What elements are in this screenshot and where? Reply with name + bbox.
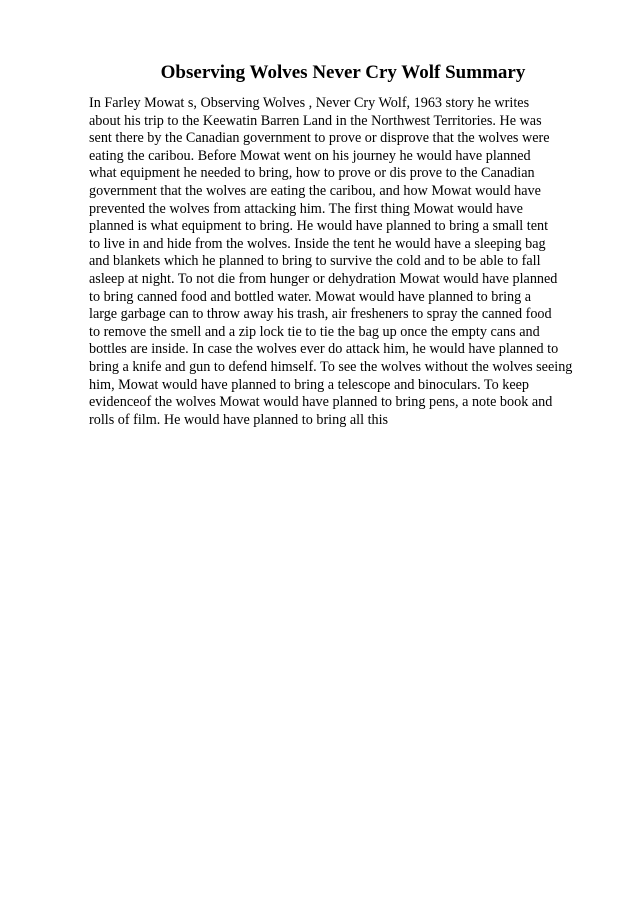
document-body <box>89 95 609 429</box>
document-title: Observing Wolves Never Cry Wolf Summary <box>160 62 526 83</box>
body-line: planned is what equipment to bring. He would have planned to bring a small tent <box>89 218 549 235</box>
body-line: asleep at night. To not die from hunger or dehydration Mowat would have planned <box>89 270 558 287</box>
body-line: about his trip to the Keewatin Barren Land in the Northwest Territories. He was <box>89 112 542 129</box>
body-line: government that the wolves are eating the caribou, and how Mowat would have <box>89 182 541 199</box>
body-line: to live in and hide from the wolves. Inside the tent he would have a sleeping bag <box>89 235 546 252</box>
body-line: prevented the wolves from attacking him. The first thing Mowat would have <box>89 200 523 217</box>
body-line: In Farley Mowat s, Observing Wolves , Never Cry Wolf, 1963 story he writes <box>89 95 530 111</box>
body-line: to bring canned food and bottled water. Mowat would have planned to bring a <box>89 288 532 305</box>
body-line: large garbage can to throw away his trash, air fresheners to spray the canned food <box>89 306 552 323</box>
body-line: sent there by the Canadian government to prove or disprove that the wolves were <box>89 130 550 147</box>
body-line: and blankets which he planned to bring to survive the cold and to be able to fall <box>89 253 541 270</box>
body-line: eating the caribou. Before Mowat went on his journey he would have planned <box>89 147 531 164</box>
body-line: evidenceof the wolves Mowat would have planned to bring pens, a note book and <box>89 394 553 411</box>
body-line: to remove the smell and a zip lock tie to tie the bag up once the empty cans and <box>89 323 540 340</box>
body-line: him, Mowat would have planned to bring a telescope and binoculars. To keep <box>89 376 530 393</box>
body-line: what equipment he needed to bring, how to prove or dis prove to the Canadian <box>89 165 535 182</box>
body-line: rolls of film. He would have planned to bring all this <box>89 411 389 428</box>
body-line: bottles are inside. In case the wolves ever do attack him, he would have planned to <box>89 341 559 358</box>
body-line: bring a knife and gun to defend himself. To see the wolves without the wolves seeing <box>89 358 573 375</box>
